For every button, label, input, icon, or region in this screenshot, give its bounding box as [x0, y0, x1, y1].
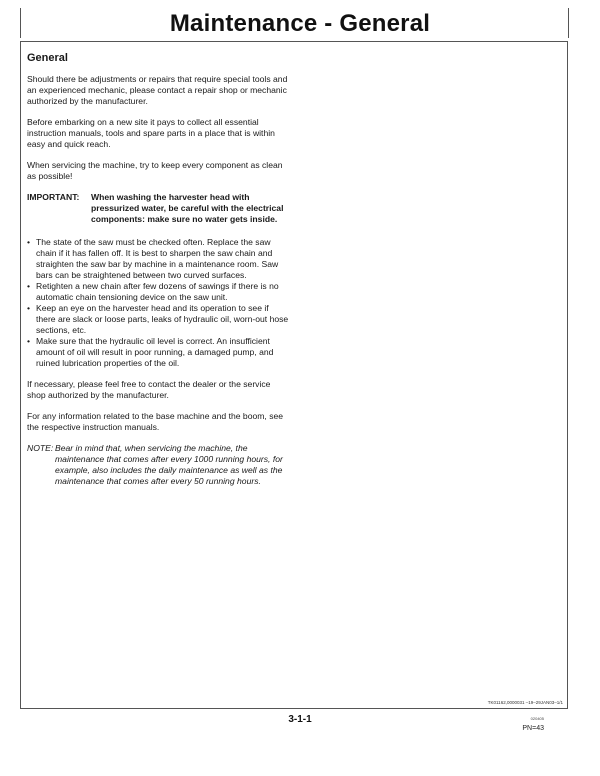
list-item — [27, 336, 289, 369]
bullet-icon: • — [27, 303, 31, 313]
note-label: NOTE: — [27, 443, 54, 453]
text-column — [27, 52, 289, 487]
paragraph-clean: When servicing the machine, try to keep every component as clean as possible! — [27, 160, 283, 181]
paragraph-base-machine: For any information related to the base machine and the boom, see the respective instruction manuals. — [27, 411, 284, 432]
section-heading: General — [27, 52, 68, 64]
list-item-text: Retighten a new chain after few dozens of sawings if there is no automatic chain tensioning device on the saw unit. — [36, 281, 279, 302]
note-text: Bear in mind that, when servicing the machine, the maintenance that comes after every 1000 running hours, for example, also includes the daily maintenance as well as the maintenance that comes after every 50 running hours. — [55, 443, 283, 486]
list-item — [27, 281, 289, 303]
page-title: Maintenance - General — [169, 10, 431, 37]
page-number: 3-1-1 — [288, 714, 312, 725]
list-item-text: The state of the saw must be checked often. Replace the saw chain if it has fallen off. It is best to sharpen the saw chain and straighten the saw bar by machine in a maintenance room. Saw bars can be straightened between two curved surfaces. — [36, 237, 279, 280]
list-item-text: Make sure that the hydraulic oil level is correct. An insufficient amount of oil will result in poor running, a damaged pump, and ruined lubrication properties of the oil. — [36, 336, 274, 368]
paragraph-repairs: Should there be adjustments or repairs that require special tools and an experienced mechanic, please contact a repair shop or mechanic authorized by the manufacturer. — [27, 74, 288, 106]
note — [27, 443, 289, 487]
important-text: When washing the harvester head with pressurized water, be careful with the electrical components: make sure no water gets inside. — [91, 192, 284, 224]
list-item — [27, 237, 289, 281]
print-code: 020405 — [530, 716, 544, 721]
list-item — [27, 303, 289, 336]
reference-code: TK01162,0000031 –19–29JAN03–1/1 — [487, 700, 563, 705]
list-item-text: Keep an eye on the harvester head and its operation to see if there are slack or loose parts, leaks of hydraulic oil, worn-out hose sections, etc. — [36, 303, 289, 335]
bullet-icon: • — [27, 237, 31, 247]
paragraph-dealer: If necessary, please feel free to contact the dealer or the service shop authorized by the manufacturer. — [27, 379, 271, 400]
bullet-icon: • — [27, 336, 31, 346]
important-notice — [27, 192, 289, 225]
content-box — [20, 41, 568, 709]
paragraph-new-site: Before embarking on a new site it pays to collect all essential instruction manuals, tools and spare parts in a place that is within easy and quick reach. — [27, 117, 275, 149]
pn-code: PN=43 — [522, 725, 544, 732]
bullet-list — [27, 237, 289, 369]
bullet-icon: • — [27, 281, 31, 291]
important-label: IMPORTANT: — [27, 192, 80, 202]
